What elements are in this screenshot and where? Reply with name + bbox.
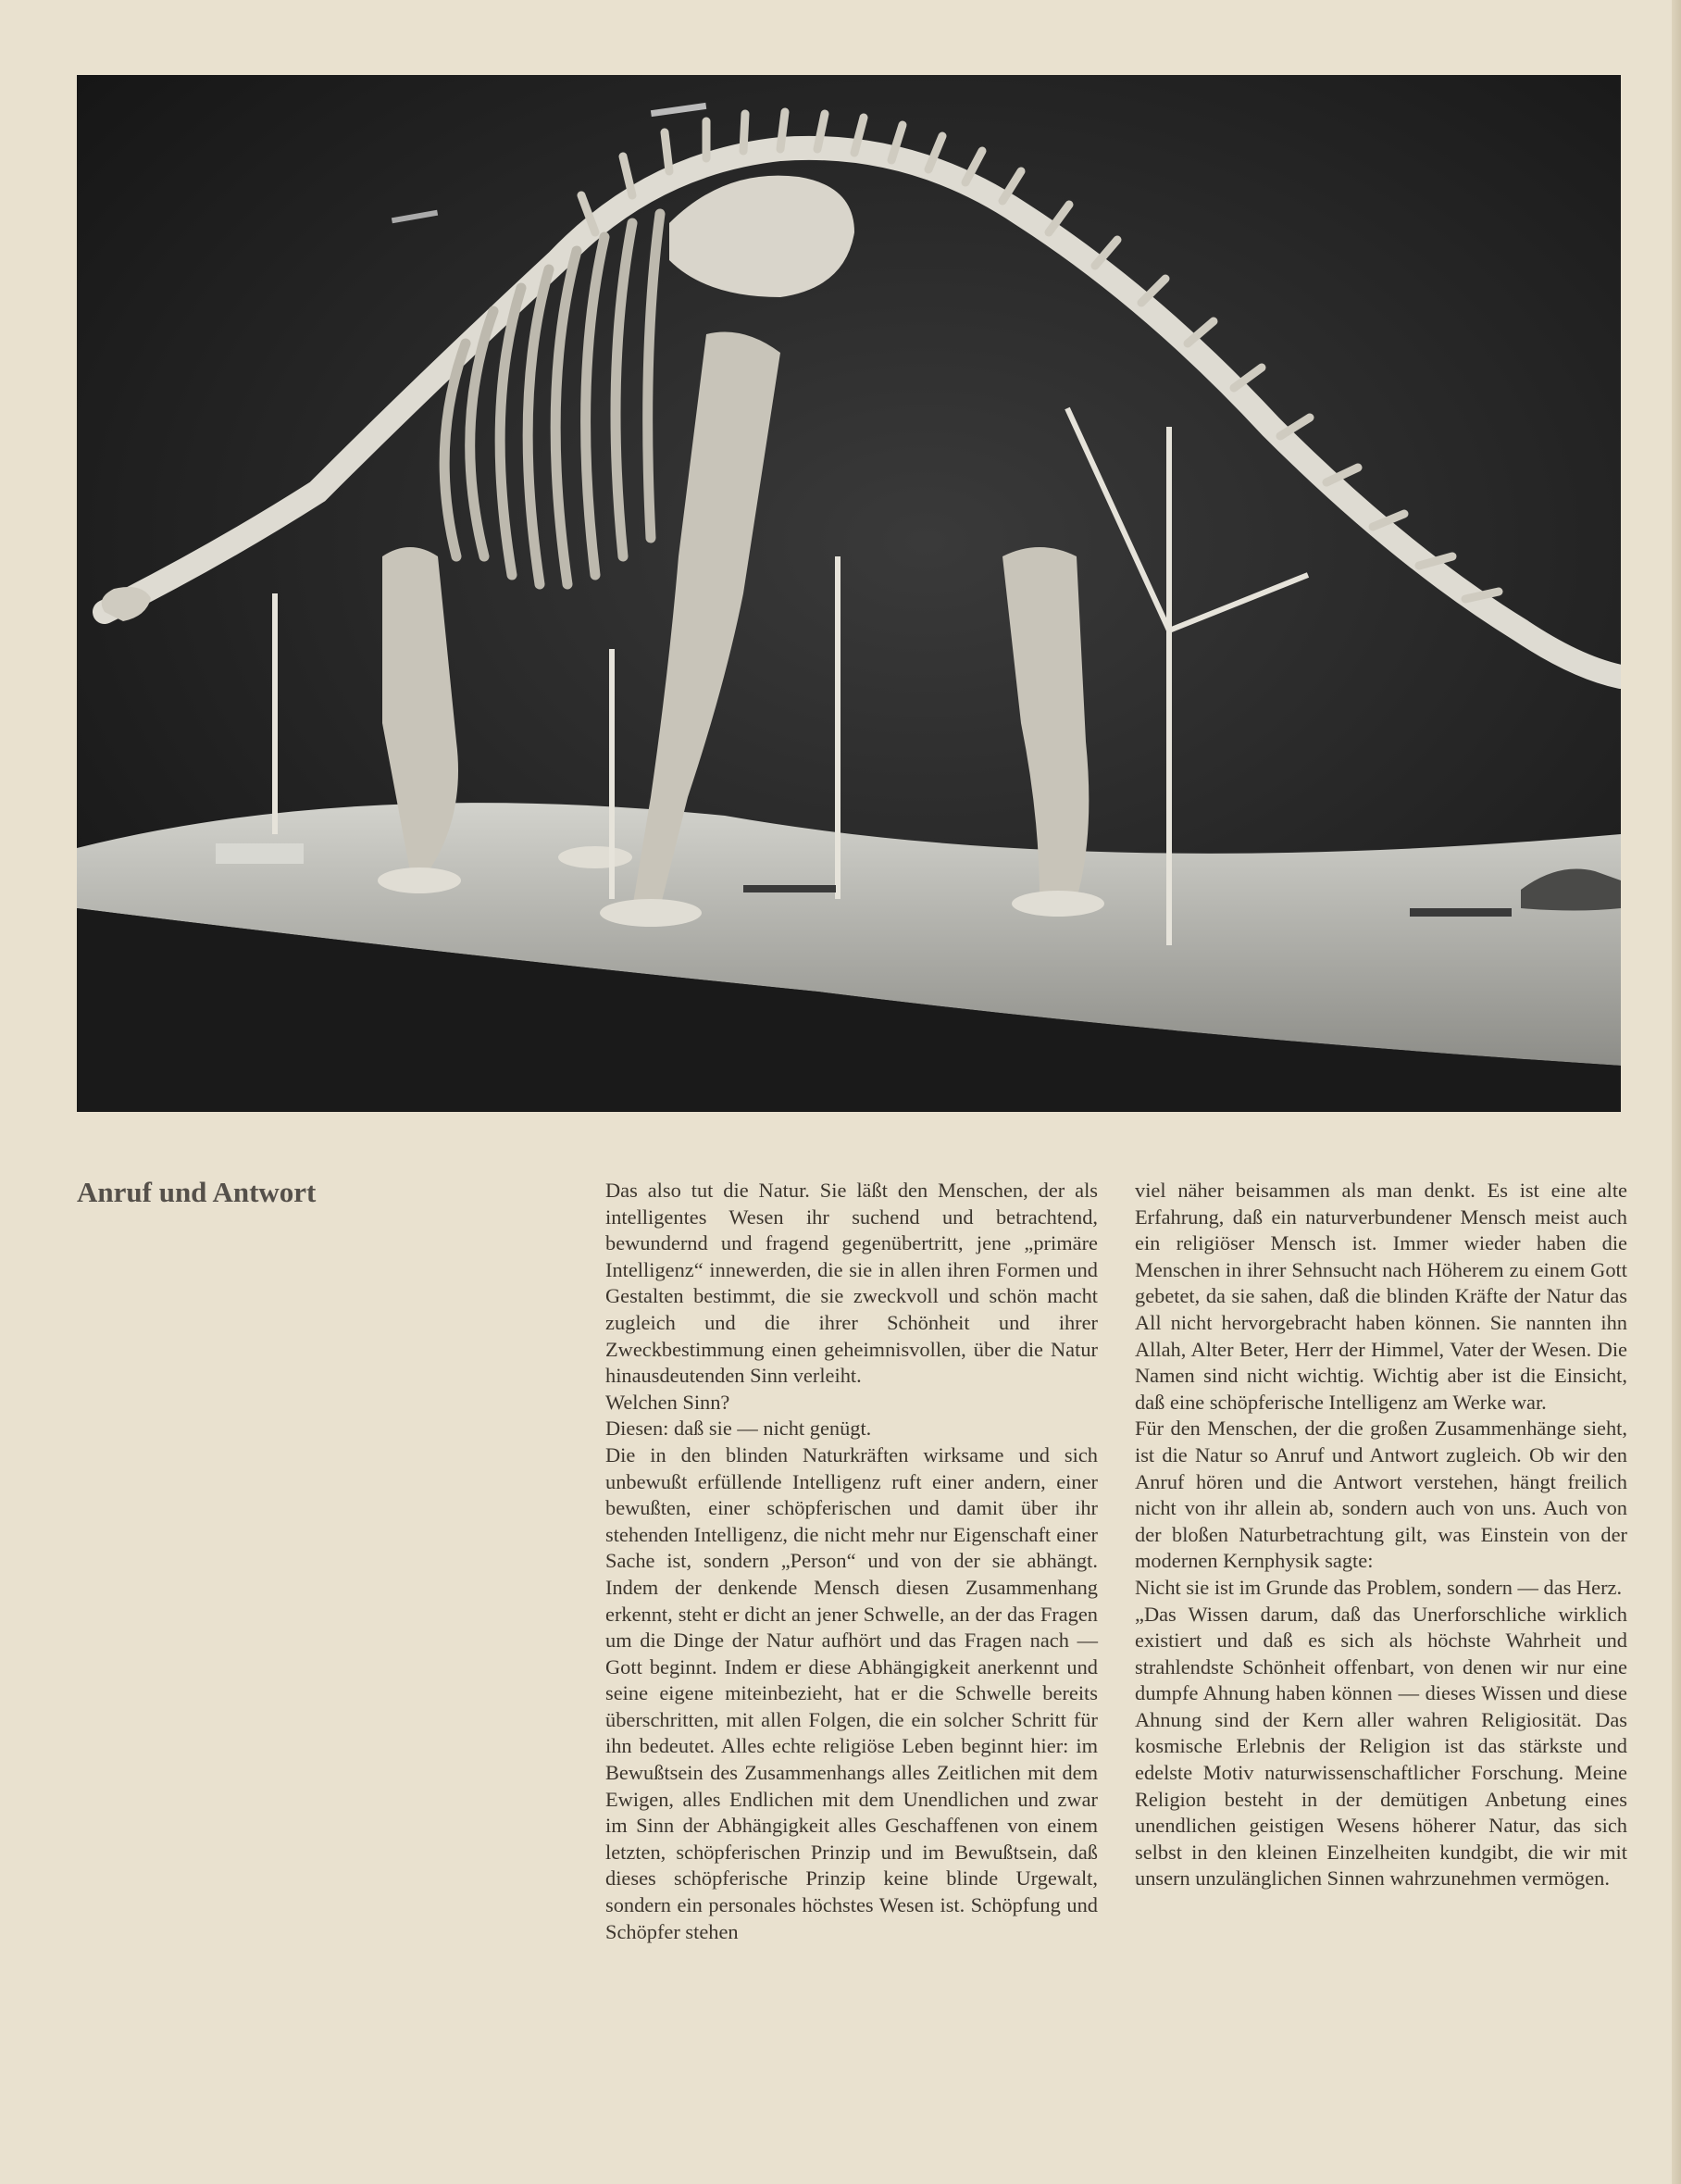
paragraph: „Das Wissen darum, daß das Unerforschliche wirklich existiert und daß es sich als höchste Wahrheit und strahlendste Schönheit offenbart, von denen wir nur eine dumpfe Ahnung haben können — dieses Wissen und diese Ahnung sind der Kern aller wahren Religiosität. Das kosmische Erlebnis der Religion ist das stärkste und edelste Motiv naturwissenschaftlicher Forschung. Meine Religion besteht in der demütigen Anbetung eines unendlichen geistigen Wesens höherer Natur, das sich selbst in den kleinen Einzelheiten kundgibt, die wir mit unsern unzulänglichen Sinnen wahrzunehmen vermögen. (1135, 1602, 1627, 1891)
paragraph: Welchen Sinn? (605, 1390, 730, 1414)
paragraph: Diesen: daß sie — nicht genügt. (605, 1416, 872, 1441)
text-column-right (1135, 1178, 1627, 1892)
text-column-left (605, 1178, 1098, 1945)
paragraph: Nicht sie ist im Grunde das Problem, sondern — das Herz. (1135, 1575, 1623, 1599)
dinosaur-skeleton-photo (77, 75, 1621, 1112)
paragraph: Das also tut die Natur. Sie läßt den Menschen, der als intelligentes Wesen ihr suchend und betrachtend, bewundernd und fragend gegenübertritt, jene „primäre Intelligenz“ innewerden, die sie in allen ihren Formen und Gestalten bestimmt, die sie zweckvoll und schön macht zugleich und die ihrer Schönheit und ihrer Zweckbestimmung einen geheimnisvollen, über die Natur hinausdeutenden Sinn verleiht. (605, 1179, 1098, 1388)
page-edge (1672, 0, 1681, 2184)
paragraph: Für den Menschen, der die großen Zusammenhänge sieht, ist die Natur so Anruf und Antwort zugleich. Ob wir den Anruf hören und die Antwort verstehen, hängt freilich nicht von ihr allein ab, sondern auch von uns. Auch von der bloßen Naturbetrachtung gilt, was Einstein von der modernen Kernphysik sagte: (1135, 1416, 1627, 1573)
section-heading: Anruf und Antwort (77, 1176, 317, 1208)
paragraph: viel näher beisammen als man denkt. Es ist eine alte Erfahrung, daß ein naturverbundener Mensch meist auch ein religiöser Mensch ist. Immer wieder haben die Menschen in ihrer Sehnsucht nach Höherem zu einem Gott gebetet, da sie sahen, daß die blinden Kräfte der Natur das All nicht hervorgebracht haben können. Sie nannten ihn Allah, Alter Beter, Herr der Himmel, Vater der Wesen. Die Namen sind nicht wichtig. Wichtig aber ist die Einsicht, daß eine schöpferische Intelligenz am Werke war. (1135, 1179, 1627, 1414)
paragraph: Die in den blinden Naturkräften wirksame und sich unbewußt erfüllende Intelligenz ruft einer andern, einer bewußten, einer schöpferischen und damit über ihr stehenden Intelligenz, die nicht mehr nur Eigenschaft einer Sache ist, sondern „Person“ und von der sie abhängt. Indem der denkende Mensch diesen Zusammenhang erkennt, steht er dicht an jener Schwelle, an der das Fragen um die Dinge der Natur aufhört und das Fragen nach — Gott beginnt. Indem er diese Abhängigkeit anerkennt und seine eigene miteinbezieht, hat er die Schwelle bereits überschritten, mit allen Folgen, die ein solcher Schritt für ihn bedeutet. Alles echte religiöse Leben beginnt hier: im Bewußtsein des Zusammenhangs alles Zeitlichen mit dem Ewigen, alles Endlichen mit dem Unendlichen und zwar im Sinn der Abhängigkeit alles Geschaffenen von einem letzten, schöpferischen Prinzip und im Bewußtsein, daß dieses schöpferische Prinzip keine blinde Urgewalt, sondern ein personales höchstes Wesen ist. Schöpfung und Schöpfer stehen (605, 1442, 1098, 1943)
